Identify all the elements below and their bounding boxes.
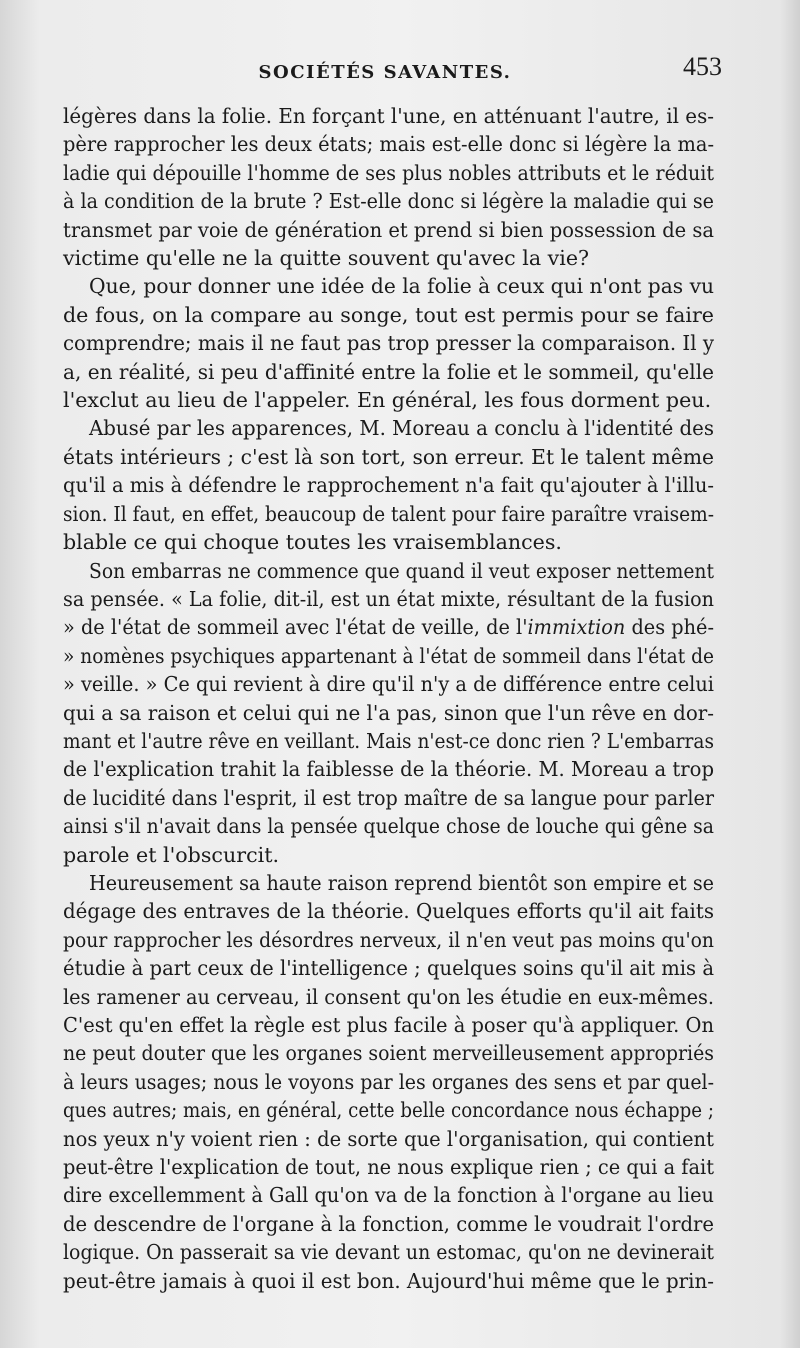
text-line: ne peut douter que les organes soient merveilleusement appropriés bbox=[63, 1041, 714, 1066]
text-line: de descendre de l'organe à la fonction, comme le voudrait l'ordre bbox=[63, 1211, 714, 1236]
text-line: Abusé par les apparences, M. Moreau a conclu à l'identité des bbox=[89, 416, 714, 441]
text-line: logique. On passerait sa vie devant un estomac, qu'on ne devinerait bbox=[63, 1240, 714, 1265]
paragraph bbox=[63, 272, 714, 414]
text-line: qui a sa raison et celui qui ne l'a pas, sinon que l'un rêve en dor- bbox=[63, 700, 714, 725]
paragraph bbox=[63, 414, 714, 556]
text-line: C'est qu'en effet la règle est plus facile à poser qu'à appliquer. On bbox=[63, 1013, 714, 1037]
body-text bbox=[63, 102, 714, 1295]
page-number: 453 bbox=[683, 52, 722, 81]
text-line: père rapprocher les deux états; mais est-elle donc si légère la ma- bbox=[63, 132, 714, 157]
text-line: peut-être jamais à quoi il est bon. Aujourd'hui même que le prin- bbox=[63, 1268, 714, 1293]
text-line: de l'explication trahit la faiblesse de la théorie. M. Moreau a trop bbox=[63, 757, 714, 782]
text-line: à leurs usages; nous le voyons par les organes des sens et par quel- bbox=[63, 1069, 714, 1094]
text-line: Que, pour donner une idée de la folie à ceux qui n'ont pas vu bbox=[89, 274, 714, 299]
page-header bbox=[60, 52, 722, 92]
text-line: transmet par voie de génération et prend si bien possession de sa bbox=[63, 217, 714, 242]
text-line: ladie qui dépouille l'homme de ses plus nobles attributs et le réduit bbox=[63, 160, 714, 185]
text-line: légères dans la folie. En forçant l'une, en atténuant l'autre, il es- bbox=[63, 104, 714, 128]
text-line: peut-être l'explication de tout, ne nous explique rien ; ce qui a fait bbox=[63, 1155, 714, 1180]
text-line: » nomènes psychiques appartenant à l'état de sommeil dans l'état de bbox=[63, 643, 714, 668]
text-line: sion. Il faut, en effet, beaucoup de talent pour faire paraître vraisem- bbox=[63, 501, 714, 526]
text-line: sa pensée. « La folie, dit-il, est un état mixte, résultant de la fusion bbox=[63, 586, 714, 611]
paragraph bbox=[63, 102, 714, 272]
text-line: victime qu'elle ne la quitte souvent qu'avec la vie? bbox=[63, 246, 590, 271]
text-line: à la condition de la brute ? Est-elle donc si légère la maladie qui se bbox=[63, 189, 714, 214]
text-line: de lucidité dans l'esprit, il est trop maître de sa langue pour parler bbox=[63, 785, 714, 810]
text-line: nos yeux n'y voient rien : de sorte que l'organisation, qui contient bbox=[63, 1126, 714, 1151]
text-line: blable ce qui choque toutes les vraisemblances. bbox=[63, 530, 562, 555]
text-line: parole et l'obscurcit. bbox=[63, 842, 280, 867]
text-line: ques autres; mais, en général, cette belle concordance nous échappe ; bbox=[63, 1098, 714, 1123]
paragraph bbox=[63, 557, 714, 869]
running-head: SOCIÉTÉS SAVANTES. bbox=[258, 62, 512, 83]
text-line: états intérieurs ; c'est là son tort, son erreur. Et le talent même bbox=[63, 444, 714, 469]
text-line: l'exclut au lieu de l'appeler. En général, les fous dorment peu. bbox=[63, 388, 712, 413]
text-line: dire excellemment à Gall qu'on va de la fonction à l'organe au lieu bbox=[63, 1183, 714, 1208]
text-line: Heureusement sa haute raison reprend bientôt son empire et se bbox=[89, 870, 714, 895]
text-line: » de l'état de sommeil avec l'état de veille, de l'immixtion des phé- bbox=[63, 615, 714, 640]
text-line: pour rapprocher les désordres nerveux, il n'en veut pas moins qu'on bbox=[63, 927, 714, 952]
text-line: ainsi s'il n'avait dans la pensée quelque chose de louche qui gêne sa bbox=[63, 814, 714, 839]
text-line: comprendre; mais il ne faut pas trop presser la comparaison. Il y bbox=[63, 331, 714, 356]
text-line: qu'il a mis à défendre le rapprochement n'a fait qu'ajouter à l'illu- bbox=[63, 473, 714, 498]
text-line: a, en réalité, si peu d'affinité entre la folie et le sommeil, qu'elle bbox=[63, 359, 714, 384]
paragraph bbox=[63, 869, 714, 1295]
text-line: » veille. » Ce qui revient à dire qu'il n'y a de différence entre celui bbox=[63, 672, 714, 697]
text-line: mant et l'autre rêve en veillant. Mais n'est-ce donc rien ? L'embarras bbox=[63, 728, 714, 753]
text-line: Son embarras ne commence que quand il veut exposer nettement bbox=[89, 558, 714, 583]
text-line: les ramener au cerveau, il consent qu'on les étudie en eux-mêmes. bbox=[63, 984, 714, 1009]
text-line: dégage des entraves de la théorie. Quelques efforts qu'il ait faits bbox=[63, 899, 714, 924]
text-line: étudie à part ceux de l'intelligence ; quelques soins qu'il ait mis à bbox=[63, 956, 714, 981]
text-line: de fous, on la compare au songe, tout est permis pour se faire bbox=[63, 302, 714, 327]
